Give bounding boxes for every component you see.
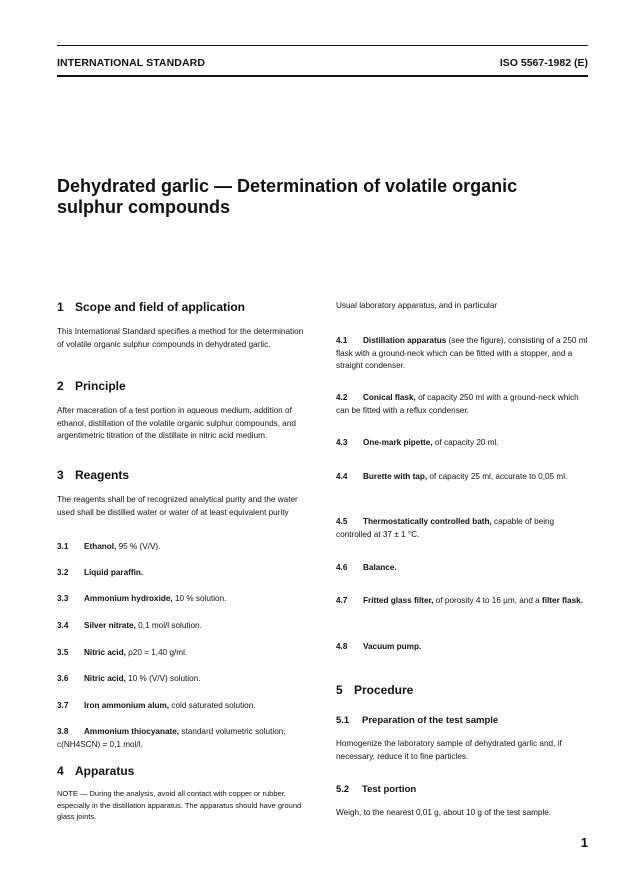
apparatus-intro: Usual laboratory apparatus, and in particular	[336, 301, 498, 310]
list-item: 3.3 Ammonium hydroxide, 10 % solution.	[57, 594, 227, 603]
right-column	[336, 297, 588, 837]
list-item: 3.8 Ammonium thiocyanate, standard volumetric solution, c(NH4SCN) = 0,1 mol/l.	[57, 727, 286, 749]
section-2	[57, 379, 309, 443]
header-rule	[57, 75, 588, 77]
list-item: 4.4 Burette with tap, of capacity 25 ml, accurate to 0,05 ml.	[336, 472, 568, 481]
page-number: 1	[580, 835, 588, 850]
list-item: 4.7 Fritted glass filter, of porosity 4 to 16 µm, and a filter flask.	[336, 596, 583, 605]
subsection-text: Homogenize the laboratory sample of dehydrated garlic and, if necessary, reduce it to fine particles.	[336, 739, 562, 761]
list-item: 3.7 Iron ammonium alum, cold saturated solution.	[57, 701, 256, 710]
title-line-2: sulphur compounds	[57, 197, 230, 217]
list-item: 3.1 Ethanol, 95 % (V/V).	[57, 542, 161, 551]
subsection-heading: 5.1 Preparation of the test sample	[336, 715, 499, 726]
section-5	[336, 683, 588, 697]
section-3	[57, 468, 309, 519]
header-standard-number: ISO 5567-1982 (E)	[499, 57, 588, 69]
section-text: This International Standard specifies a method for the determination of volatile organic sulphur compounds in dehydrated garlic.	[57, 327, 304, 349]
apparatus-note: NOTE — During the analysis, avoid all contact with copper or rubber, especially in the distillation apparatus. The apparatus should have ground glass joints.	[57, 789, 302, 821]
section-4	[57, 764, 309, 823]
document-title	[57, 176, 577, 218]
list-item: 4.2 Conical flask, of capacity 250 ml with a ground-neck which can be fitted with a reflux condenser.	[336, 393, 579, 415]
subsection-heading: 5.2 Test portion	[336, 784, 417, 795]
subsection-5-2	[336, 784, 588, 820]
list-item: 3.4 Silver nitrate, 0,1 mol/l solution.	[57, 621, 202, 630]
list-item: 3.2 Liquid paraffin.	[57, 568, 144, 577]
section-heading: 5 Procedure	[336, 683, 414, 697]
list-item: 3.6 Nitric acid, 10 % (V/V) solution.	[57, 674, 201, 683]
subsection-text: Weigh, to the nearest 0,01 g, about 10 g of the test sample.	[336, 808, 552, 817]
section-1	[57, 300, 309, 351]
section-heading: 4 Apparatus	[57, 764, 135, 778]
title-line-1: Dehydrated garlic — Determination of volatile organic	[57, 176, 518, 196]
section-heading: 3 Reagents	[57, 468, 130, 482]
list-item: 3.5 Nitric acid, ρ20 = 1,40 g/ml.	[57, 648, 188, 657]
list-item: 4.6 Balance.	[336, 563, 397, 572]
subsection-5-1	[336, 715, 588, 763]
list-item: 4.8 Vacuum pump.	[336, 642, 422, 651]
section-text: The reagents shall be of recognized analytical purity and the water used shall be distilled water or water of at least equivalent purity	[57, 495, 298, 517]
section-heading: 2 Principle	[57, 379, 126, 393]
section-heading: 1 Scope and field of application	[57, 300, 246, 314]
list-item: 4.1 Distillation apparatus (see the figure), consisting of a 250 ml flask with a ground-neck which can be fitted with a stopper, and a straight condenser.	[336, 336, 588, 371]
header-standard-label: INTERNATIONAL STANDARD	[57, 57, 206, 69]
top-rule	[57, 45, 588, 46]
left-column	[57, 297, 309, 837]
section-text: After maceration of a test portion in aqueous medium, addition of ethanol, distillation of the volatile organic sulphur compounds, and argentimetric titration of the distillate in nitric acid medium.	[57, 406, 296, 441]
list-item: 4.3 One-mark pipette, of capacity 20 ml.	[336, 438, 499, 447]
list-item: 4.5 Thermostatically controlled bath, capable of being controlled at 37 ± 1 °C.	[336, 517, 555, 539]
